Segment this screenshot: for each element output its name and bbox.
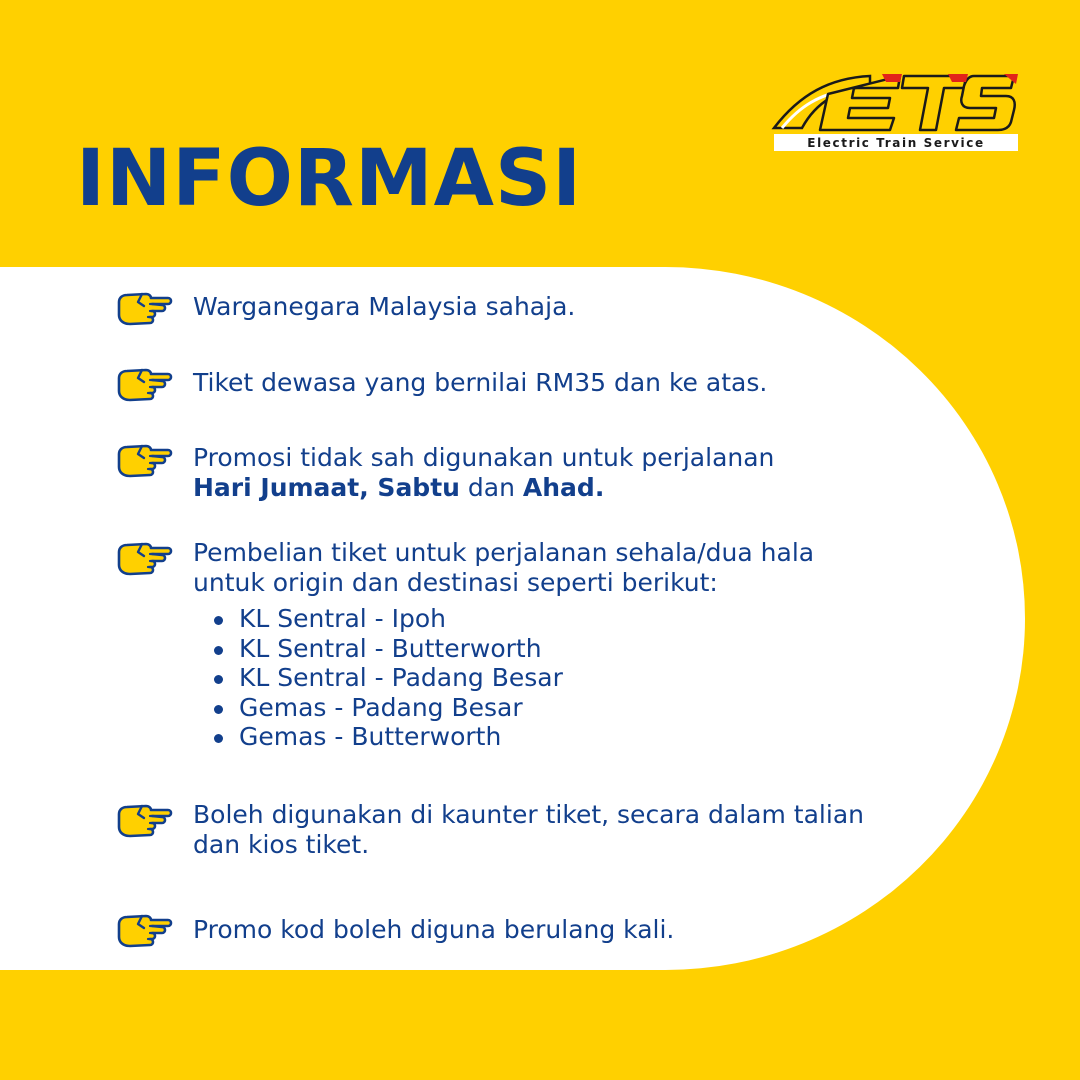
pointing-hand-icon: [116, 912, 174, 950]
ets-logo: [770, 72, 1020, 154]
route-item: KL Sentral - Padang Besar: [212, 663, 563, 693]
route-item: KL Sentral - Butterworth: [212, 634, 563, 664]
logo-subtitle: Electric Train Service: [807, 136, 985, 150]
route-list: [212, 604, 563, 752]
info-text: [193, 800, 864, 860]
connector-text: dan: [459, 473, 523, 502]
info-text-line: untuk origin dan destinasi seperti berikut:: [193, 568, 718, 597]
highlight-day: Ahad.: [522, 473, 605, 502]
pointing-hand-icon: [116, 442, 174, 480]
pointing-hand-icon: [116, 290, 174, 328]
info-text: Warganegara Malaysia sahaja.: [193, 292, 576, 321]
pointing-hand-icon: [116, 802, 174, 840]
pointing-hand-icon: [116, 540, 174, 578]
pointing-hand-icon: [116, 366, 174, 404]
info-text-line: Boleh digunakan di kaunter tiket, secara dalam talian: [193, 800, 864, 829]
route-item: Gemas - Butterworth: [212, 722, 563, 752]
page-title: INFORMASI: [76, 134, 583, 224]
info-text: Tiket dewasa yang bernilai RM35 dan ke atas.: [193, 368, 768, 397]
info-text-line: [193, 473, 774, 503]
info-text: [193, 443, 774, 503]
info-text-line: dan kios tiket.: [193, 830, 370, 859]
info-text-line: Promosi tidak sah digunakan untuk perjalanan: [193, 443, 775, 472]
highlight-days: Hari Jumaat, Sabtu: [193, 473, 460, 502]
route-item: KL Sentral - Ipoh: [212, 604, 563, 634]
route-item: Gemas - Padang Besar: [212, 693, 563, 723]
info-text: [193, 538, 814, 598]
info-text: Promo kod boleh diguna berulang kali.: [193, 915, 675, 944]
info-text-line: Pembelian tiket untuk perjalanan sehala/dua hala: [193, 538, 815, 567]
